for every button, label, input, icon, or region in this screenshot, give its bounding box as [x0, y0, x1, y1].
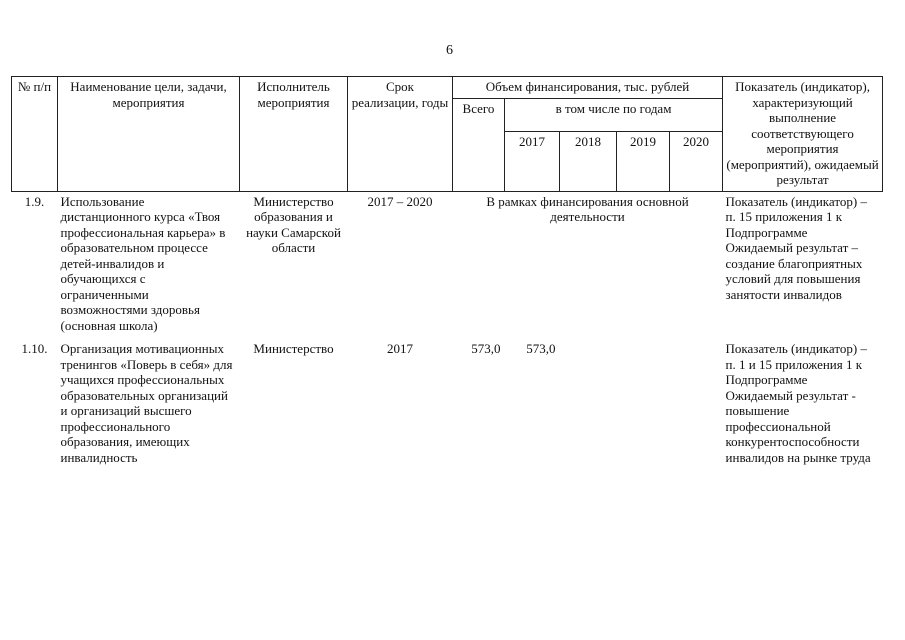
- header-num: № п/п: [12, 77, 58, 192]
- header-year-2018: 2018: [560, 131, 617, 191]
- header-year-2019: 2019: [617, 131, 670, 191]
- row-result: Ожидаемый результат – создание благоприятных условий для повышения занятости инвалидов: [725, 240, 863, 302]
- row-2017: 573,0: [526, 341, 556, 356]
- row-indicator-cell: [723, 191, 883, 333]
- header-financing: Объем финансирования, тыс. рублей: [453, 77, 723, 99]
- table-row: [12, 191, 883, 333]
- row-financing-note: В рамках финансирования основной деятельности: [486, 193, 689, 224]
- row-period: 2017 – 2020: [367, 193, 433, 209]
- header-year-2020: 2020: [670, 131, 723, 191]
- row-period: 2017: [387, 341, 413, 356]
- row-2018: [560, 333, 617, 465]
- row-executor: Министерство: [253, 341, 334, 356]
- page-number: 6: [446, 43, 453, 58]
- row-2020: [670, 333, 723, 465]
- header-executor: Исполнитель мероприятия: [240, 77, 348, 192]
- row-executor: Министерство образования и науки Самарской области: [246, 193, 341, 255]
- header-row-1: [12, 77, 883, 99]
- header-name: Наименование цели, задачи, мероприятия: [58, 77, 240, 192]
- row-indicator: Показатель (индикатор) – п. 1 и 15 приложения 1 к Подпрограмме: [725, 341, 867, 387]
- row-2019: [617, 333, 670, 465]
- row-indicator: Показатель (индикатор) – п. 15 приложения 1 к Подпрограмме: [725, 193, 867, 240]
- row-name: Использование дистанционного курса «Твоя профессиональная карьера» в образовательном процессе детей-инвалидов и обучающихся с ограниченными возможностями здоровья (основная школа): [60, 193, 226, 333]
- row-indicator-cell: [723, 333, 883, 465]
- header-by-years: в том числе по годам: [505, 98, 723, 131]
- row-total: 573,0: [471, 341, 501, 356]
- header-total: Всего: [453, 98, 505, 191]
- table-row: [12, 333, 883, 465]
- row-name: Организация мотивационных тренингов «Поверь в себя» для учащихся профессиональных образовательных организаций и организаций высшего профессионального образования, имеющих инвалидность: [60, 341, 233, 465]
- row-result: Ожидаемый результат - повышение профессиональной конкурентоспособности инвалидов на рынке труда: [725, 387, 871, 465]
- row-number: 1.10.: [21, 341, 48, 356]
- header-year-2017: 2017: [505, 131, 560, 191]
- row-number: 1.9.: [24, 193, 45, 209]
- header-indicator: Показатель (индикатор), характеризующий выполнение соответствующего мероприятия (мероприятий), ожидаемый результат: [723, 77, 883, 192]
- program-table: [11, 76, 883, 465]
- header-period: Срок реализации, годы: [348, 77, 453, 192]
